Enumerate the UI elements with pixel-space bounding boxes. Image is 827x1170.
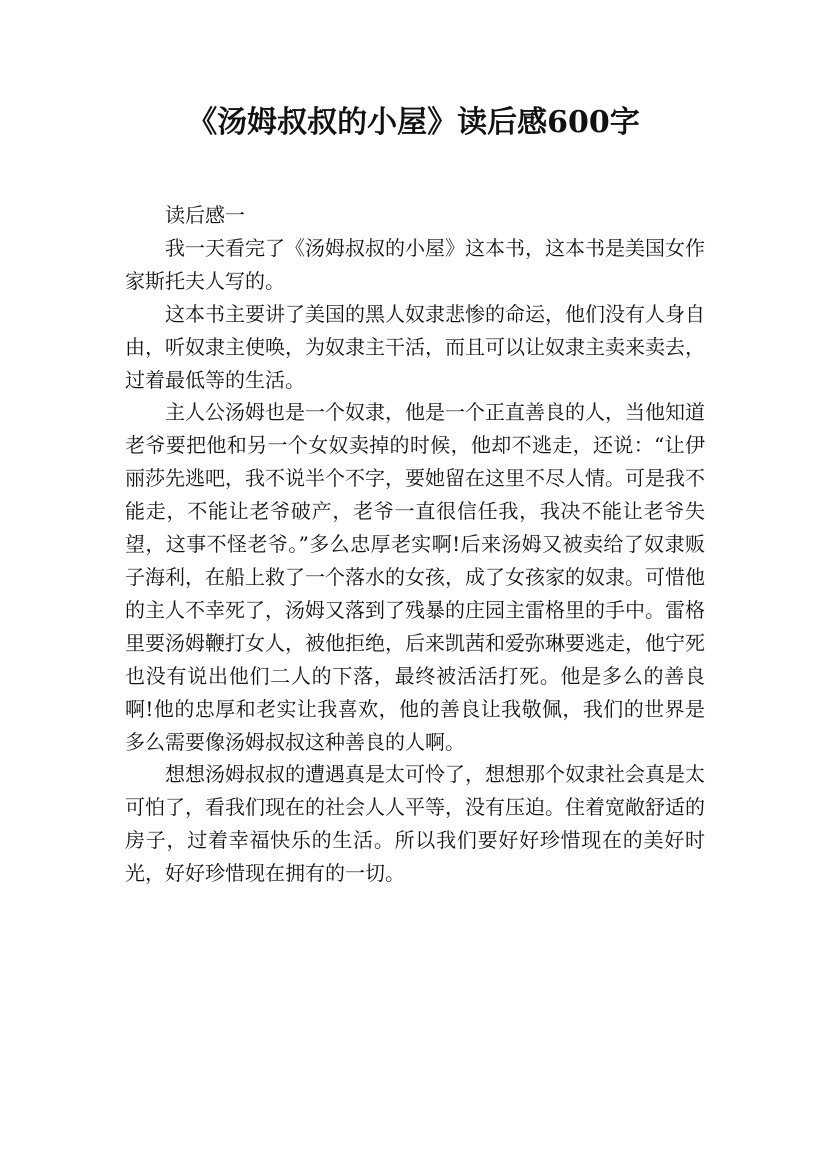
paragraph: 我一天看完了《汤姆叔叔的小屋》这本书，这本书是美国女作家斯托夫人写的。: [125, 235, 705, 293]
section-heading: 读后感一: [165, 203, 245, 227]
paragraph: 这本书主要讲了美国的黑人奴隶悲惨的命运，他们没有人身自由，听奴隶主使唤，为奴隶主干活，而且可以让奴隶主卖来卖去，过着最低等的生活。: [125, 301, 705, 392]
document-body: [125, 199, 705, 890]
document-title: 《汤姆叔叔的小屋》读后感600字: [187, 105, 640, 140]
paragraph: 主人公汤姆也是一个奴隶，他是一个正直善良的人，当他知道老爷要把他和另一个女奴卖掉的时候，他却不逃走，还说：“让伊丽莎先逃吧，我不说半个不字，要她留在这里不尽人情。可是我不能走，不能让老爷破产，老爷一直很信任我，我决不能让老爷失望，这事不怪老爷。”多么忠厚老实啊!后来汤姆又被卖给了奴隶贩子海利，在船上救了一个落水的女孩，成了女孩家的奴隶。可惜他的主人不幸死了，汤姆又落到了残暴的庄园主雷格里的手中。雷格里要汤姆鞭打女人，被他拒绝，后来凯茜和爱弥琳要逃走，他宁死也没有说出他们二人的下落，最终被活活打死。他是多么的善良啊!他的忠厚和老实让我喜欢，他的善良让我敬佩，我们的世界是多么需要像汤姆叔叔这种善良的人啊。: [125, 400, 705, 754]
paragraph: 想想汤姆叔叔的遭遇真是太可怜了，想想那个奴隶社会真是太可怕了，看我们现在的社会人人平等，没有压迫。住着宽敞舒适的房子，过着幸福快乐的生活。所以我们要好好珍惜现在的美好时光，好好珍惜现在拥有的一切。: [125, 762, 705, 886]
